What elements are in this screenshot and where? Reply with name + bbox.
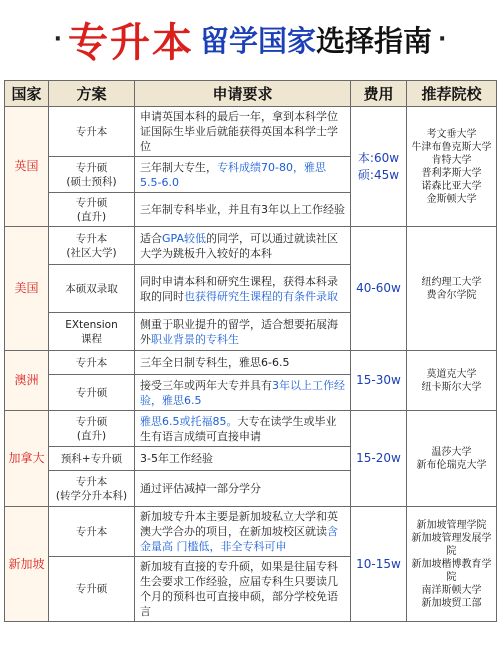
requirement-cell [135,507,351,557]
title-dot-right: · [438,26,447,52]
fee-sg: 10-15w [351,507,407,622]
requirement-cell [135,557,351,622]
school-name: 诺森比亚大学 [421,180,482,192]
req-text: 三年制专科毕业，并且有3年以上工作经验 [140,203,345,216]
requirement-cell [135,375,351,411]
country-sg: 新加坡 [5,507,49,622]
requirement-cell [135,193,351,227]
plan-cell [49,351,135,375]
fee-au: 15-30w [351,351,407,411]
plan-subline: (转学分升本科) [55,489,128,502]
fee-line-master: 硕:45w [357,167,400,182]
req-text: 同时申请本科和研究生课程，获得本科录取的同时 [140,274,338,303]
plan-line: 本硕双录取 [65,282,118,295]
req-text: 接受三年或两年大专并具有 [140,378,272,392]
plan-cell [49,313,135,351]
title-part-3: 选择指南 [316,23,433,58]
header-plan: 方案 [49,81,135,107]
req-highlight: GPA较低 [162,231,206,245]
plan-line: 专升本 [75,232,108,245]
table-row [5,227,497,265]
school-name: 纽卡斯尔大学 [421,381,482,393]
plan-line: 专升本 [75,125,108,138]
plan-cell [49,107,135,157]
req-text: 三年制大专生， [140,160,217,174]
req-text-after: 大专在读学生或毕业生有语言成绩可直接申请 [140,414,337,443]
plan-line: 专升硕 [75,161,108,174]
school-name: 金斯顿大学 [426,193,477,205]
requirement-cell [135,411,351,447]
header-schools: 推荐院校 [407,81,497,107]
requirement-cell [135,157,351,193]
table-header-row [5,81,497,107]
country-au: 澳洲 [5,351,49,411]
fee-ca: 15-20w [351,411,407,507]
school-name: 考文垂大学 [426,128,477,140]
plan-line: 预科+专升硕 [60,452,123,465]
req-highlight: 也获得研究生课程的有条件录取 [184,289,338,303]
school-name: 莫道克大学 [426,368,477,380]
plan-cell [49,447,135,471]
req-highlight: 雅思6.5或托福85。 [140,414,238,428]
plan-subline: (直升) [76,429,107,442]
school-name: 普利茅斯大学 [421,167,482,179]
header-fee: 费用 [351,81,407,107]
req-highlight: 专科成绩70-80，雅思5.5-6.0 [140,160,326,189]
plan-line: 专升硕 [75,583,108,595]
schools-us [407,227,497,351]
requirement-cell [135,447,351,471]
title-part-1: 专升本 [67,19,194,66]
school-name: 新布伦瑞克大学 [416,459,487,471]
school-name: 肯特大学 [431,154,472,166]
req-text: 新加坡有直接的专升硕，如果是往届专科生会要求工作经验，应届专科生只要读几个月的预科也可直接申硕，部分学校免语言 [140,560,338,618]
fee-us: 40-60w [351,227,407,351]
plan-cell [49,557,135,622]
table-row [5,411,497,447]
req-text: 3-5年工作经验 [140,452,213,465]
school-name: 南洋斯顿大学 [421,584,482,596]
plan-cell [49,471,135,507]
plan-cell [49,157,135,193]
fee-line-bachelor: 本:60w [357,150,400,165]
schools-sg [407,507,497,622]
req-text: 三年全日制专科生，雅思6-6.5 [140,356,290,369]
table-row [5,507,497,557]
header-requirements: 申请要求 [135,81,351,107]
school-name: 新加坡管理学院 [416,519,487,531]
schools-ca [407,411,497,507]
requirement-cell [135,107,351,157]
plan-cell [49,265,135,313]
req-highlight: 3年以上工作经验，雅思6.5 [140,378,345,407]
req-highlight: 职业背景的专科生 [151,332,239,346]
requirement-cell [135,313,351,351]
req-text: 适合 [140,231,162,245]
table-row [5,107,497,157]
plan-subline: (硕士预科) [66,175,117,188]
plan-line: EXtension [65,318,118,331]
req-text: 侧重于职业提升的留学，适合想要拓展海外 [140,317,338,346]
country-ca: 加拿大 [5,411,49,507]
plan-line: 专升本 [75,525,108,538]
school-name: 新加坡管理发展学院 [411,532,492,557]
school-name: 新加坡楷博教育学院 [411,558,492,583]
requirement-cell [135,351,351,375]
plan-cell [49,375,135,411]
plan-line: 专升硕 [75,386,108,399]
country-us: 美国 [5,227,49,351]
page-title [0,0,500,78]
plan-line: 专升硕 [75,196,108,209]
fee-uk [351,107,407,227]
schools-uk [407,107,497,227]
req-text-after: 的同学，可以通过就读社区大学为跳板升入较好的本科 [140,231,338,260]
plan-subline: (直升) [76,210,107,223]
table-row [5,351,497,375]
requirement-cell [135,471,351,507]
plan-cell [49,507,135,557]
plan-cell [49,227,135,265]
plan-line: 专升本 [75,475,108,488]
plan-line: 专升本 [75,356,108,369]
req-highlight: 含金量高 门槛低，非全专科可申 [140,525,338,553]
header-country: 国家 [5,81,49,107]
requirement-cell [135,265,351,313]
school-name: 温莎大学 [431,446,472,458]
school-name: 新加坡贸工部 [421,597,482,609]
title-dot-left: · [53,26,62,52]
req-text: 通过评估减掉一部分学分 [140,482,261,495]
plan-cell [49,411,135,447]
plan-subline: (社区大学) [66,246,117,259]
guide-table [4,80,497,622]
country-uk: 英国 [5,107,49,227]
plan-cell [49,193,135,227]
school-name: 牛津布鲁克斯大学 [411,141,492,153]
schools-au [407,351,497,411]
school-name: 纽约理工大学 [421,276,482,288]
plan-line: 专升硕 [75,415,108,428]
plan-subline: 课程 [81,332,102,345]
requirement-cell [135,227,351,265]
req-text: 申请英国本科的最后一年，拿到本科学位证国际生毕业后就能获得英国本科学士学位 [140,110,338,153]
school-name: 费舍尔学院 [426,289,477,301]
req-text: 新加坡专升本主要是新加坡私立大学和英澳大学合办的项目，在新加坡校区就读 [140,510,338,538]
title-part-2: 留学国家 [199,23,316,58]
